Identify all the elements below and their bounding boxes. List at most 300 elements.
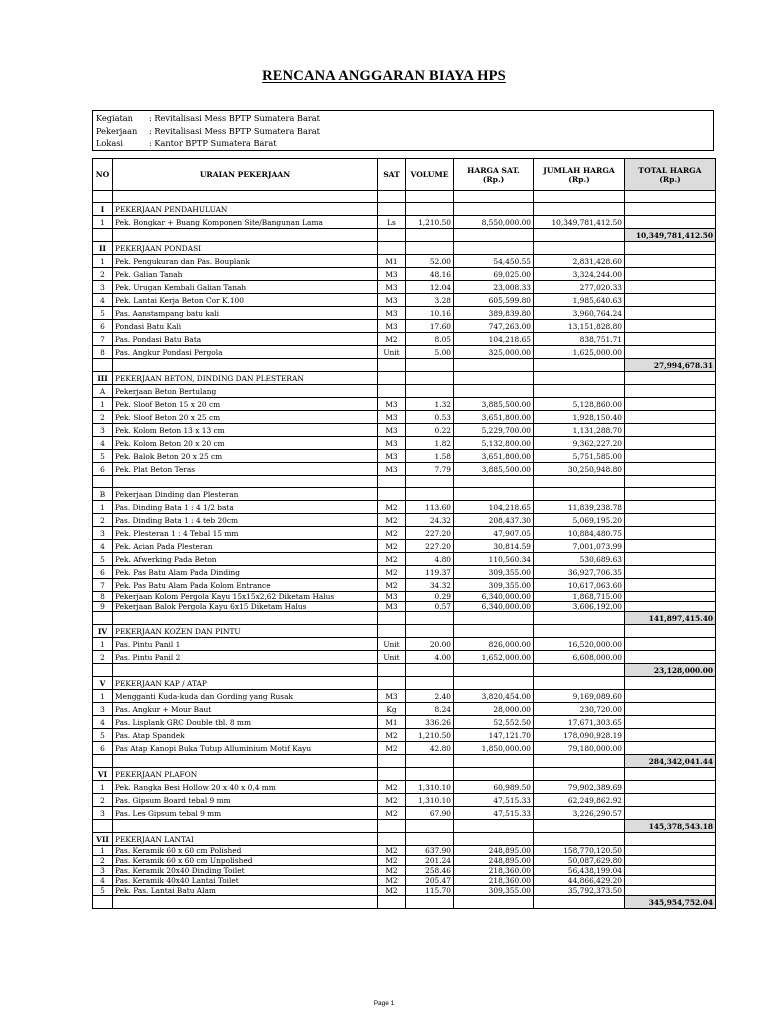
empty-cell: [113, 191, 378, 203]
work-description: Pas. Pintu Panil 1: [113, 638, 378, 651]
section-header-row: [93, 242, 716, 255]
table-row: [93, 437, 716, 450]
table-row: [93, 294, 716, 307]
empty-cell: [534, 229, 625, 242]
unit: M2: [378, 886, 406, 896]
table-row: [93, 540, 716, 553]
row-number: 3: [93, 866, 113, 876]
volume: 3.28: [406, 294, 454, 307]
work-description: Pas. Aanstampang batu kali: [113, 307, 378, 320]
work-description: Pek. Sloof Beton 20 x 25 cm: [113, 411, 378, 424]
empty-cell: [625, 540, 716, 553]
table-row: [93, 781, 716, 794]
empty-cell: [378, 203, 406, 216]
empty-cell: [406, 191, 454, 203]
table-row: [93, 514, 716, 527]
unit-price: 248,895.00: [454, 856, 534, 866]
row-number: A: [93, 385, 113, 398]
empty-cell: [113, 359, 378, 372]
table-row: [93, 450, 716, 463]
work-description: Pas. Les Gipsum tebal 9 mm: [113, 807, 378, 820]
unit: M3: [378, 411, 406, 424]
header-sat: SAT: [378, 159, 406, 191]
empty-cell: [378, 612, 406, 625]
empty-cell: [93, 191, 113, 203]
work-description: Pek. Sloof Beton 15 x 20 cm: [113, 398, 378, 411]
info-value: : Revitalisasi Mess BPTP Sumatera Barat: [149, 126, 320, 136]
row-number: 9: [93, 602, 113, 612]
volume: 201.24: [406, 856, 454, 866]
page-footer: Page 1: [373, 1000, 395, 1007]
unit-price: 747,263.00: [454, 320, 534, 333]
line-amount: 5,128,860.00: [534, 398, 625, 411]
subsection-header-row: [93, 488, 716, 501]
volume: 336.26: [406, 716, 454, 729]
volume: 1,210.50: [406, 216, 454, 229]
table-row: [93, 527, 716, 540]
unit: M1: [378, 716, 406, 729]
empty-cell: [534, 359, 625, 372]
empty-cell: [625, 385, 716, 398]
row-number: 3: [93, 281, 113, 294]
unit-price: 47,907.05: [454, 527, 534, 540]
row-number: 4: [93, 540, 113, 553]
row-number: B: [93, 488, 113, 501]
unit: M2: [378, 846, 406, 856]
row-number: 7: [93, 579, 113, 592]
empty-cell: [454, 203, 534, 216]
header-no: NO: [93, 159, 113, 191]
work-description: Pek. Pas Batu Alam Pada Dinding: [113, 566, 378, 579]
unit: M3: [378, 592, 406, 602]
header-jumlah-harga: JUMLAH HARGA (Rp.): [534, 159, 625, 191]
empty-cell: [93, 896, 113, 909]
empty-cell: [625, 833, 716, 846]
unit: M3: [378, 463, 406, 476]
empty-cell: [378, 820, 406, 833]
line-amount: 10,617,063.60: [534, 579, 625, 592]
header-total-harga: TOTAL HARGA (Rp.): [625, 159, 716, 191]
section-total-value: 345,954,752.04: [625, 896, 716, 909]
line-amount: 230,720.00: [534, 703, 625, 716]
line-amount: 1,985,640.63: [534, 294, 625, 307]
empty-cell: [113, 476, 378, 488]
unit-price: 5,132,800.00: [454, 437, 534, 450]
empty-cell: [454, 833, 534, 846]
unit-price: 309,355.00: [454, 579, 534, 592]
empty-cell: [93, 476, 113, 488]
empty-cell: [625, 742, 716, 755]
empty-cell: [406, 242, 454, 255]
empty-cell: [406, 820, 454, 833]
row-number: 5: [93, 729, 113, 742]
work-description: Pek. Acian Pada Plesteran: [113, 540, 378, 553]
unit-price: 30,814.59: [454, 540, 534, 553]
unit: M2: [378, 876, 406, 886]
empty-cell: [378, 768, 406, 781]
empty-cell: [625, 411, 716, 424]
volume: 0.29: [406, 592, 454, 602]
line-amount: 10,349,781,412.50: [534, 216, 625, 229]
unit-price: 28,000.00: [454, 703, 534, 716]
unit: M3: [378, 398, 406, 411]
empty-cell: [454, 229, 534, 242]
empty-cell: [534, 896, 625, 909]
unit: M1: [378, 255, 406, 268]
empty-cell: [406, 488, 454, 501]
header-harga-sat: HARGA SAT. (Rp.): [454, 159, 534, 191]
line-amount: 1,625,000.00: [534, 346, 625, 359]
empty-cell: [454, 359, 534, 372]
empty-cell: [378, 755, 406, 768]
unit: Unit: [378, 651, 406, 664]
empty-cell: [406, 385, 454, 398]
table-row: [93, 333, 716, 346]
empty-cell: [625, 372, 716, 385]
project-info-box: [92, 110, 714, 151]
volume: 0.53: [406, 411, 454, 424]
empty-cell: [625, 437, 716, 450]
row-number: 3: [93, 703, 113, 716]
empty-cell: [406, 768, 454, 781]
section-name: PEKERJAAN LANTAI: [113, 833, 378, 846]
work-description: Pek. Pengukuran dan Pas. Bouplank: [113, 255, 378, 268]
volume: 637.90: [406, 846, 454, 856]
section-header-row: [93, 372, 716, 385]
subsection-header-row: [93, 385, 716, 398]
volume: 1.82: [406, 437, 454, 450]
line-amount: 5,751,585.00: [534, 450, 625, 463]
line-amount: 79,180,000.00: [534, 742, 625, 755]
empty-cell: [625, 768, 716, 781]
table-row: [93, 807, 716, 820]
empty-cell: [406, 203, 454, 216]
volume: 113.60: [406, 501, 454, 514]
table-body: [93, 191, 716, 909]
empty-cell: [625, 333, 716, 346]
row-number: 1: [93, 398, 113, 411]
unit-price: 8,550,000.00: [454, 216, 534, 229]
unit-price: 3,885,500.00: [454, 463, 534, 476]
section-header-row: [93, 677, 716, 690]
work-description: Pas. Pintu Panil 2: [113, 651, 378, 664]
empty-cell: [93, 664, 113, 677]
empty-cell: [454, 768, 534, 781]
table-row: [93, 255, 716, 268]
empty-cell: [93, 359, 113, 372]
unit: M3: [378, 424, 406, 437]
line-amount: 2,831,428.60: [534, 255, 625, 268]
section-total-value: 284,342,041.44: [625, 755, 716, 768]
row-number: 4: [93, 294, 113, 307]
section-total-value: 141,897,415.40: [625, 612, 716, 625]
row-number: 1: [93, 216, 113, 229]
empty-cell: [625, 476, 716, 488]
empty-cell: [534, 476, 625, 488]
volume: 0.22: [406, 424, 454, 437]
empty-cell: [534, 833, 625, 846]
unit-price: 60,989.50: [454, 781, 534, 794]
table-row: [93, 876, 716, 886]
empty-cell: [625, 281, 716, 294]
work-description: Pas. Angkur + Mour Baut: [113, 703, 378, 716]
empty-cell: [625, 856, 716, 866]
info-key: Lokasi: [96, 138, 124, 148]
unit-price: 3,820,454.00: [454, 690, 534, 703]
empty-cell: [625, 729, 716, 742]
empty-cell: [625, 876, 716, 886]
row-number: 2: [93, 514, 113, 527]
unit: M2: [378, 553, 406, 566]
row-number: 1: [93, 846, 113, 856]
unit: Unit: [378, 346, 406, 359]
empty-cell: [625, 625, 716, 638]
table-row: [93, 424, 716, 437]
empty-cell: [534, 664, 625, 677]
info-value: : Kantor BPTP Sumatera Barat: [149, 138, 277, 148]
unit-price: 6,340,000.00: [454, 592, 534, 602]
line-amount: 1,928,150.40: [534, 411, 625, 424]
section-total-row: [93, 229, 716, 242]
empty-cell: [378, 242, 406, 255]
empty-cell: [406, 755, 454, 768]
row-number: 7: [93, 333, 113, 346]
row-number: III: [93, 372, 113, 385]
unit: Unit: [378, 638, 406, 651]
table-row: [93, 307, 716, 320]
row-number: II: [93, 242, 113, 255]
line-amount: 3,324,244.00: [534, 268, 625, 281]
unit: Ls: [378, 216, 406, 229]
unit: M2: [378, 527, 406, 540]
line-amount: 9,362,227.20: [534, 437, 625, 450]
line-amount: 35,792,373.50: [534, 886, 625, 896]
volume: 0.57: [406, 602, 454, 612]
empty-cell: [625, 846, 716, 856]
empty-cell: [378, 664, 406, 677]
empty-cell: [625, 488, 716, 501]
budget-table: [92, 158, 716, 909]
line-amount: 11,839,238.78: [534, 501, 625, 514]
line-amount: 178,090,928.19: [534, 729, 625, 742]
volume: 1.58: [406, 450, 454, 463]
empty-cell: [378, 385, 406, 398]
line-amount: 3,226,290.57: [534, 807, 625, 820]
table-row: [93, 216, 716, 229]
unit: M2: [378, 742, 406, 755]
table-row: [93, 592, 716, 602]
work-description: Pek. Galian Tanah: [113, 268, 378, 281]
section-header-row: [93, 625, 716, 638]
line-amount: 44,866,429.20: [534, 876, 625, 886]
empty-cell: [454, 755, 534, 768]
section-name: PEKERJAAN PENDAHULUAN: [113, 203, 378, 216]
row-number: 1: [93, 255, 113, 268]
line-amount: 30,250,948.80: [534, 463, 625, 476]
section-total-row: [93, 359, 716, 372]
unit-price: 389,839.80: [454, 307, 534, 320]
line-amount: 277,020.33: [534, 281, 625, 294]
work-description: Pek. Plesteran 1 : 4 Tebal 15 mm: [113, 527, 378, 540]
row-number: 6: [93, 320, 113, 333]
work-description: Pek. Balok Beton 20 x 25 cm: [113, 450, 378, 463]
section-name: Pekerjaan Dinding dan Plesteran: [113, 488, 378, 501]
unit: M2: [378, 781, 406, 794]
empty-cell: [406, 664, 454, 677]
work-description: Pas. Keramik 60 x 60 cm Polished: [113, 846, 378, 856]
empty-cell: [625, 216, 716, 229]
volume: 1,310.10: [406, 781, 454, 794]
unit: M2: [378, 579, 406, 592]
work-description: Pek. Afwerking Pada Beton: [113, 553, 378, 566]
section-header-row: [93, 203, 716, 216]
empty-cell: [625, 307, 716, 320]
volume: 8.24: [406, 703, 454, 716]
table-row: [93, 398, 716, 411]
work-description: Pas. Keramik 20x40 Dinding Toilet: [113, 866, 378, 876]
table-row: [93, 690, 716, 703]
unit-price: 309,355.00: [454, 566, 534, 579]
empty-cell: [406, 612, 454, 625]
row-number: IV: [93, 625, 113, 638]
line-amount: 16,520,000.00: [534, 638, 625, 651]
line-amount: 50,087,629.80: [534, 856, 625, 866]
empty-cell: [113, 229, 378, 242]
unit: M3: [378, 307, 406, 320]
volume: 42.80: [406, 742, 454, 755]
unit-price: 309,355.00: [454, 886, 534, 896]
empty-cell: [534, 203, 625, 216]
header-uraian: URAIAN PEKERJAAN: [113, 159, 378, 191]
info-value: : Revitalisasi Mess BPTP Sumatera Barat: [149, 113, 320, 123]
volume: 1,310.10: [406, 794, 454, 807]
line-amount: 5,069,195.20: [534, 514, 625, 527]
empty-cell: [406, 833, 454, 846]
empty-cell: [625, 320, 716, 333]
row-number: 6: [93, 566, 113, 579]
table-row: [93, 846, 716, 856]
empty-cell: [406, 625, 454, 638]
row-number: 4: [93, 716, 113, 729]
table-row: [93, 553, 716, 566]
empty-cell: [113, 612, 378, 625]
empty-cell: [625, 294, 716, 307]
row-number: 1: [93, 781, 113, 794]
line-amount: 3,960,764.24: [534, 307, 625, 320]
work-description: Pek. Pas. Lantai Batu Alam: [113, 886, 378, 896]
unit: M3: [378, 602, 406, 612]
volume: 67.90: [406, 807, 454, 820]
volume: 227.20: [406, 527, 454, 540]
empty-cell: [625, 527, 716, 540]
unit-price: 1,850,000.00: [454, 742, 534, 755]
row-number: 5: [93, 450, 113, 463]
row-number: 4: [93, 437, 113, 450]
unit-price: 47,515.33: [454, 807, 534, 820]
row-number: 2: [93, 794, 113, 807]
volume: 24.32: [406, 514, 454, 527]
row-number: 2: [93, 856, 113, 866]
line-amount: 6,608,000.00: [534, 651, 625, 664]
empty-cell: [406, 476, 454, 488]
unit-price: 110,560.34: [454, 553, 534, 566]
row-number: 3: [93, 424, 113, 437]
empty-cell: [406, 372, 454, 385]
volume: 7.79: [406, 463, 454, 476]
volume: 4.00: [406, 651, 454, 664]
work-description: Pek. Rangka Besi Hollow 20 x 40 x 0,4 mm: [113, 781, 378, 794]
table-row: [93, 411, 716, 424]
empty-cell: [378, 677, 406, 690]
empty-cell: [406, 229, 454, 242]
volume: 115.70: [406, 886, 454, 896]
line-amount: 838,751.71: [534, 333, 625, 346]
empty-cell: [625, 716, 716, 729]
work-description: Pek. Lantai Kerja Beton Cor K.100: [113, 294, 378, 307]
empty-cell: [625, 203, 716, 216]
empty-cell: [378, 359, 406, 372]
row-number: 5: [93, 553, 113, 566]
empty-cell: [406, 677, 454, 690]
empty-cell: [625, 592, 716, 602]
unit-price: 104,218.65: [454, 501, 534, 514]
empty-cell: [378, 191, 406, 203]
volume: 52.00: [406, 255, 454, 268]
volume: 8.05: [406, 333, 454, 346]
empty-cell: [534, 242, 625, 255]
unit-price: 47,515.33: [454, 794, 534, 807]
empty-cell: [625, 566, 716, 579]
unit: M2: [378, 866, 406, 876]
row-number: I: [93, 203, 113, 216]
empty-cell: [534, 755, 625, 768]
row-number: VII: [93, 833, 113, 846]
empty-cell: [113, 896, 378, 909]
section-name: Pekerjaan Beton Bertulang: [113, 385, 378, 398]
row-number: 6: [93, 742, 113, 755]
unit-price: 52,552.50: [454, 716, 534, 729]
empty-cell: [625, 886, 716, 896]
empty-cell: [93, 229, 113, 242]
page-title: RENCANA ANGGARAN BIAYA HPS: [262, 68, 506, 84]
volume: 1,210.50: [406, 729, 454, 742]
section-header-row: [93, 833, 716, 846]
work-description: Pekerjaan Balok Pergola Kayu 6x15 Diketam Halus: [113, 602, 378, 612]
row-number: V: [93, 677, 113, 690]
line-amount: 13,151,828.80: [534, 320, 625, 333]
empty-cell: [454, 677, 534, 690]
unit-price: 3,885,500.00: [454, 398, 534, 411]
unit-price: 218,360.00: [454, 876, 534, 886]
empty-cell: [625, 690, 716, 703]
empty-cell: [625, 424, 716, 437]
row-number: 4: [93, 876, 113, 886]
work-description: Pas. Pondasi Batu Bata: [113, 333, 378, 346]
work-description: Pas. Atap Spandek: [113, 729, 378, 742]
unit-price: 54,450.55: [454, 255, 534, 268]
empty-cell: [93, 755, 113, 768]
row-number: 6: [93, 463, 113, 476]
work-description: Pas. Lisplank GRC Double tbl. 8 mm: [113, 716, 378, 729]
volume: 205.47: [406, 876, 454, 886]
empty-cell: [454, 625, 534, 638]
work-description: Pek. Kolom Beton 20 x 20 cm: [113, 437, 378, 450]
table-row: [93, 566, 716, 579]
empty-cell: [113, 664, 378, 677]
empty-cell: [534, 625, 625, 638]
work-description: Pek. Bongkar + Buang Komponen Site/Bangunan Lama: [113, 216, 378, 229]
line-amount: 3,606,192.00: [534, 602, 625, 612]
